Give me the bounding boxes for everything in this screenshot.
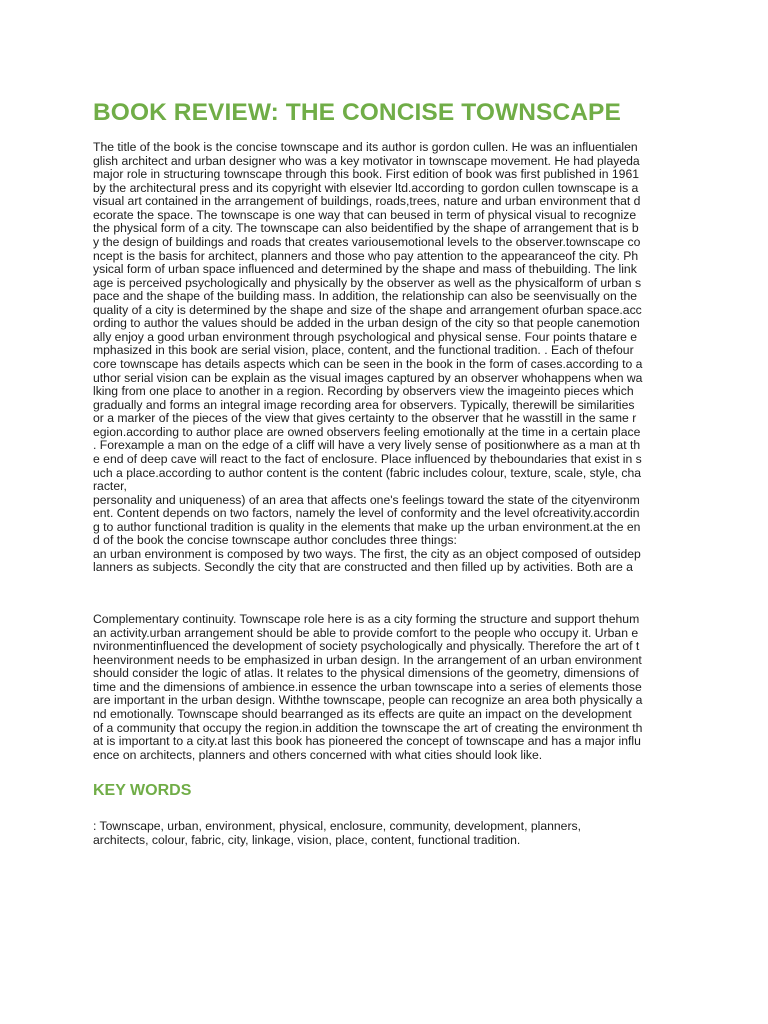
text-line: nd emotionally. Townscape should bearranged as its effects are quite an impact on the development (93, 706, 632, 721)
text-line: or a marker of the pieces of the view that gives certainty to the observer that he wasstill in the same r (93, 411, 637, 426)
text-line: time and the dimensions of ambience.in essence the urban townscape into a series of elements those (93, 679, 642, 694)
text-line: d of the book the concise townscape author concludes three things: (93, 533, 457, 548)
text-line: major role in structuring townscape through this book. First edition of book was first published in 1961 (93, 167, 640, 182)
text-line: core townscape has details aspects which can be seen in the book in the form of cases.according to a (93, 357, 643, 371)
text-line: ncept is the basis for architect, planners and those who pay attention to the appearanceof the city. Ph (93, 248, 639, 263)
text-line: architects, colour, fabric, city, linkage, vision, place, content, functional tradition. (93, 832, 521, 847)
page-title: BOOK REVIEW: THE CONCISE TOWNSCAPE (93, 99, 621, 126)
text-line: pace and the shape of the building mass. In addition, the relationship can also be seenvisually on the (93, 289, 638, 304)
text-line: racter, (93, 479, 127, 494)
text-line: y the design of buildings and roads that creates variousemotional levels to the observer.townscape co (93, 234, 641, 249)
review-paragraph-1 (93, 141, 683, 575)
text-line: e end of deep cave will react to the fact of enclosure. Place influenced by theboundaries that exist in s (93, 451, 642, 466)
text-line: should consider the logic of atlas. It relates to the physical dimensions of the geometry, dimensions of (93, 666, 639, 681)
text-line: the physical form of a city. The townscape can also beidentified by the shape of arrangement that is b (93, 221, 639, 236)
text-line: lanners as subjects. Secondly the city that are constructed and then filled up by activities. Both are a (93, 560, 633, 575)
text-line: Complementary continuity. Townscape role here is as a city forming the structure and support thehum (93, 612, 640, 626)
text-line: personality and uniqueness) of an area that affects one's feelings toward the state of the cityenvironm (93, 492, 640, 507)
text-line: of a community that occupy the region.in addition the townscape the art of creating the environment th (93, 720, 643, 735)
keywords-heading: KEY WORDS (93, 782, 192, 799)
text-line: age is perceived psychologically and physically by the observer as well as the physicalform of urban s (93, 275, 642, 290)
text-line: egion.according to author place are owned observers feeling emotionally at the time in a certain place (93, 424, 641, 439)
text-line: visual art contained in the arrangement of buildings, roads,trees, nature and urban environment that d (93, 194, 641, 209)
text-line: uch a place.according to author content is the content (fabric includes colour, texture, scale, style, cha (93, 465, 642, 480)
text-line: ence on architects, planners and others concerned with what cities should look like. (93, 747, 543, 762)
text-line: glish architect and urban designer who was a key motivator in townscape movement. He had playeda (93, 153, 640, 168)
text-line: quality of a city is determined by the shape and size of the shape and arrangement ofurban space.acc (93, 302, 642, 317)
text-line: ysical form of urban space influenced and determined by the shape and mass of thebuilding. The link (93, 262, 637, 277)
review-paragraph-2 (93, 613, 683, 762)
text-line: an urban environment is composed by two ways. The first, the city as an object composed of outsidep (93, 546, 641, 561)
keywords-list (93, 820, 683, 847)
text-line: are important in the urban design. Withthe townscape, people can recognize an area both physically a (93, 693, 643, 708)
text-line: : Townscape, urban, environment, physical, enclosure, community, development, planners, (93, 819, 581, 833)
text-line: uthor serial vision can be explain as the visual images captured by an observer whohappens when wa (93, 370, 643, 385)
text-line: an activity.urban arrangement should be able to provide comfort to the people who occupy it. Urban e (93, 625, 639, 640)
text-line: gradually and forms an integral image recording area for observers. Typically, therewill be similarities (93, 397, 635, 412)
text-line: lking from one place to another in a region. Recording by observers view the imageinto pieces which (93, 384, 634, 399)
text-line: at is important to a city.at last this book has pioneered the concept of townscape and has a major influ (93, 734, 641, 749)
text-line: g to author functional tradition is quality in the elements that make up the urban environment.at the en (93, 519, 641, 534)
text-line: The title of the book is the concise townscape and its author is gordon cullen. He was an influentialen (93, 140, 638, 154)
text-line: ent. Content depends on two factors, namely the level of conformity and the level ofcreativity.accordin (93, 506, 640, 521)
text-line: ording to author the values should be added in the urban design of the city so that people canemotion (93, 316, 640, 331)
text-line: mphasized in this book are serial vision, place, content, and the functional tradition. . Each of thefour (93, 343, 634, 358)
text-line: by the architectural press and its copyright with elsevier ltd.according to gordon cullen townscape is a (93, 180, 639, 195)
text-line: . Forexample a man on the edge of a cliff will have a very lively sense of positionwhere as a man at th (93, 438, 641, 453)
text-line: ally enjoy a good urban environment through psychological and physical sense. Four points thatare e (93, 329, 638, 344)
text-line: nvironmentinfluenced the development of society psychologically and physically. Therefore the art of t (93, 639, 640, 654)
text-line: ecorate the space. The townscape is one way that can beused in term of physical visual to recognize (93, 207, 637, 222)
text-line: heenvironment needs to be emphasized in urban design. In the arrangement of an urban environment (93, 652, 642, 667)
